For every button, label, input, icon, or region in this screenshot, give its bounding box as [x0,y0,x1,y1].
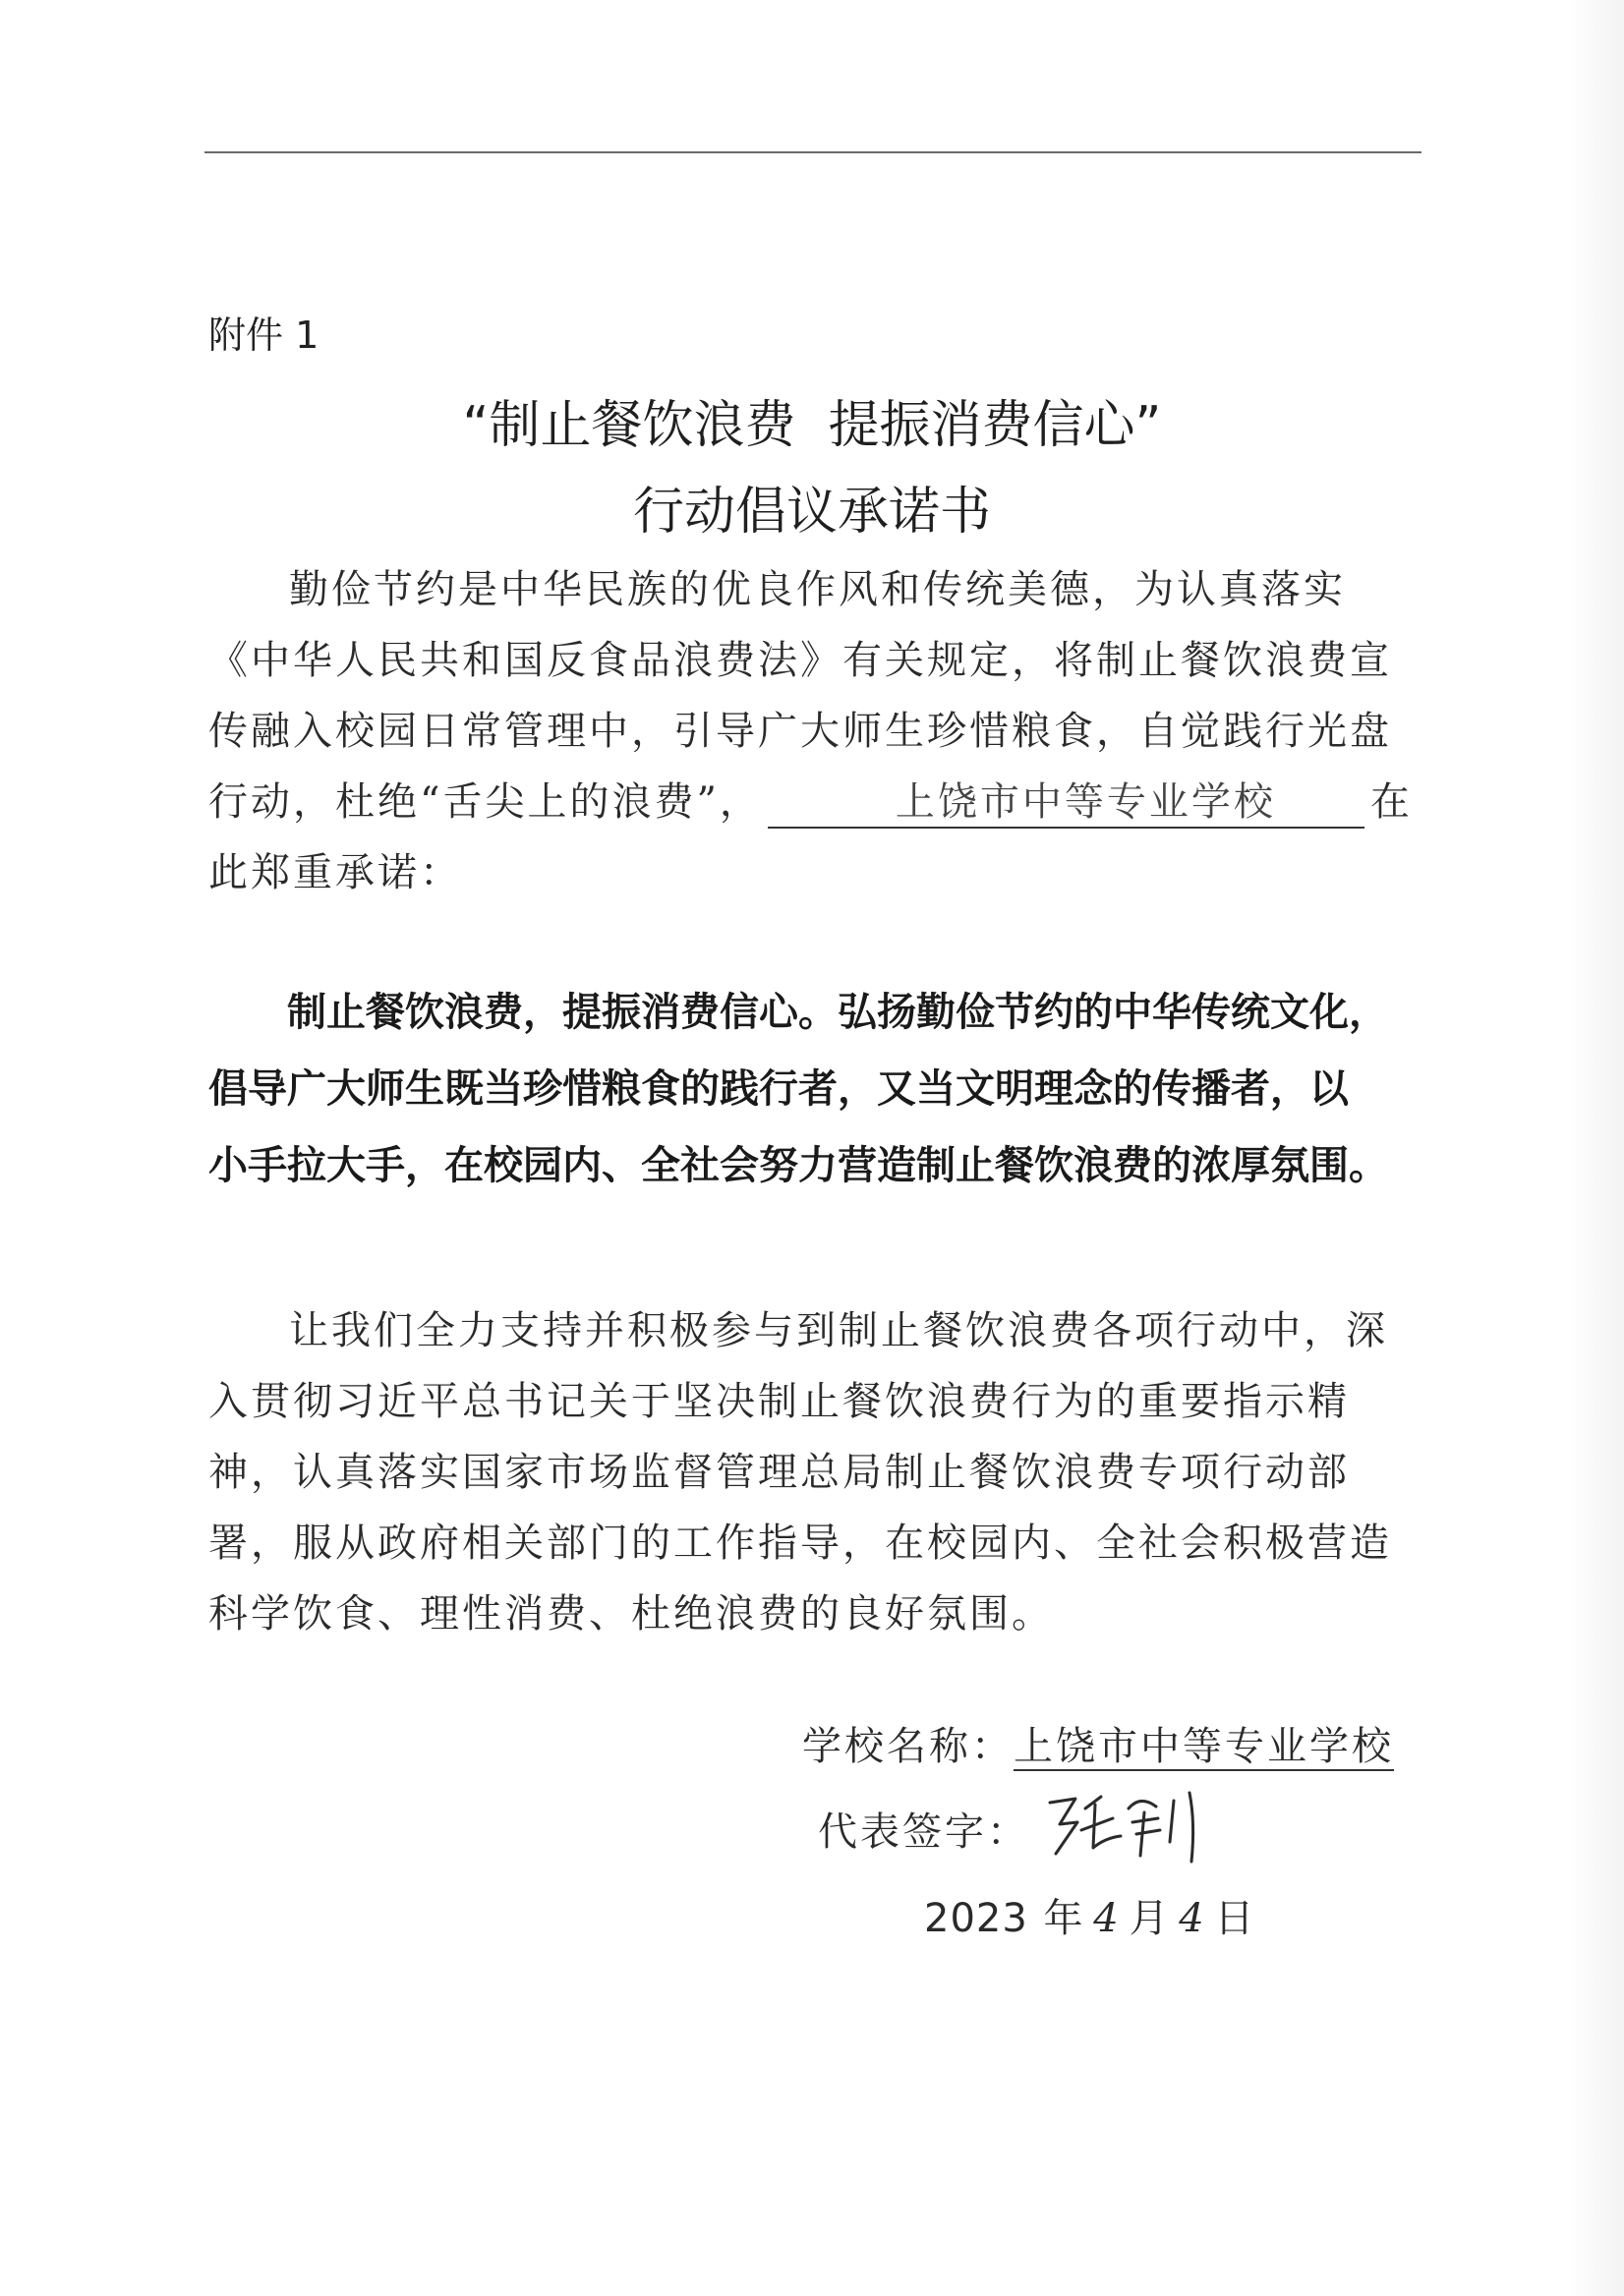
representative-row [818,1801,1029,1857]
date-month-char: 月 [1129,1896,1172,1941]
date-day-char: 日 [1214,1896,1257,1941]
support-line: 入贯彻习近平总书记关于坚决制止餐饮浪费行为的重要指示精 [208,1379,1350,1424]
pledge-line: 倡导广大师生既当珍惜粮食的践行者，又当文明理念的传播者，以 [208,1066,1349,1112]
intro-paragraph [208,558,1418,912]
header-rule [204,151,1421,153]
support-paragraph [208,1299,1418,1653]
document-title-line-1: “制止餐饮浪费 提振消费信心” [462,396,1162,455]
school-name-label: 学校名称： [802,1724,1014,1769]
page-edge-shadow [1565,0,1624,2296]
pledge-paragraph [208,981,1427,1217]
date-row [924,1887,1257,1943]
document-title-line-2: 行动倡议承诺书 [632,483,991,542]
intro-line: 勤俭节约是中华民族的优良作风和传统美德，为认真落实 [289,567,1346,612]
pledge-line: 小手拉大手，在校园内、全社会努力营造制止餐饮浪费的浓厚氛围。 [208,1143,1388,1188]
date-month: 4 [1093,1896,1122,1941]
support-line: 科学饮食、理性消费、杜绝浪费的良好氛围。 [208,1591,1054,1636]
school-name-blank: 上饶市中等专业学校 [768,771,1364,829]
attachment-label: 附件 1 [208,314,319,357]
representative-label: 代表签字： [818,1809,1029,1855]
date-year-char: 年 [1043,1896,1086,1941]
intro-line: 此郑重承诺： [208,850,462,895]
intro-line: 《中华人民共和国反食品浪费法》有关规定，将制止餐饮浪费宣 [208,638,1392,683]
representative-signature [1042,1779,1219,1867]
support-line: 让我们全力支持并积极参与到制止餐饮浪费各项行动中，深 [289,1308,1388,1353]
intro-line: 传融入校园日常管理中，引导广大师生珍惜粮食，自觉践行光盘 [208,709,1392,754]
school-name-value: 上饶市中等专业学校 [1014,1724,1394,1769]
support-line: 署，服从政府相关部门的工作指导，在校园内、全社会积极营造 [208,1521,1392,1566]
school-name-row [802,1715,1394,1771]
support-line: 神，认真落实国家市场监督管理总局制止餐饮浪费专项行动部 [208,1450,1350,1495]
date-year: 2023 [924,1896,1028,1941]
date-day: 4 [1179,1896,1207,1941]
intro-line [208,771,1413,829]
intro-line-suffix: 在 [1369,779,1413,825]
pledge-line: 制止餐饮浪费，提振消费信心。弘扬勤俭节约的中华传统文化， [287,990,1388,1035]
intro-line-prefix: 行动，杜绝“舌尖上的浪费”， [208,779,762,825]
